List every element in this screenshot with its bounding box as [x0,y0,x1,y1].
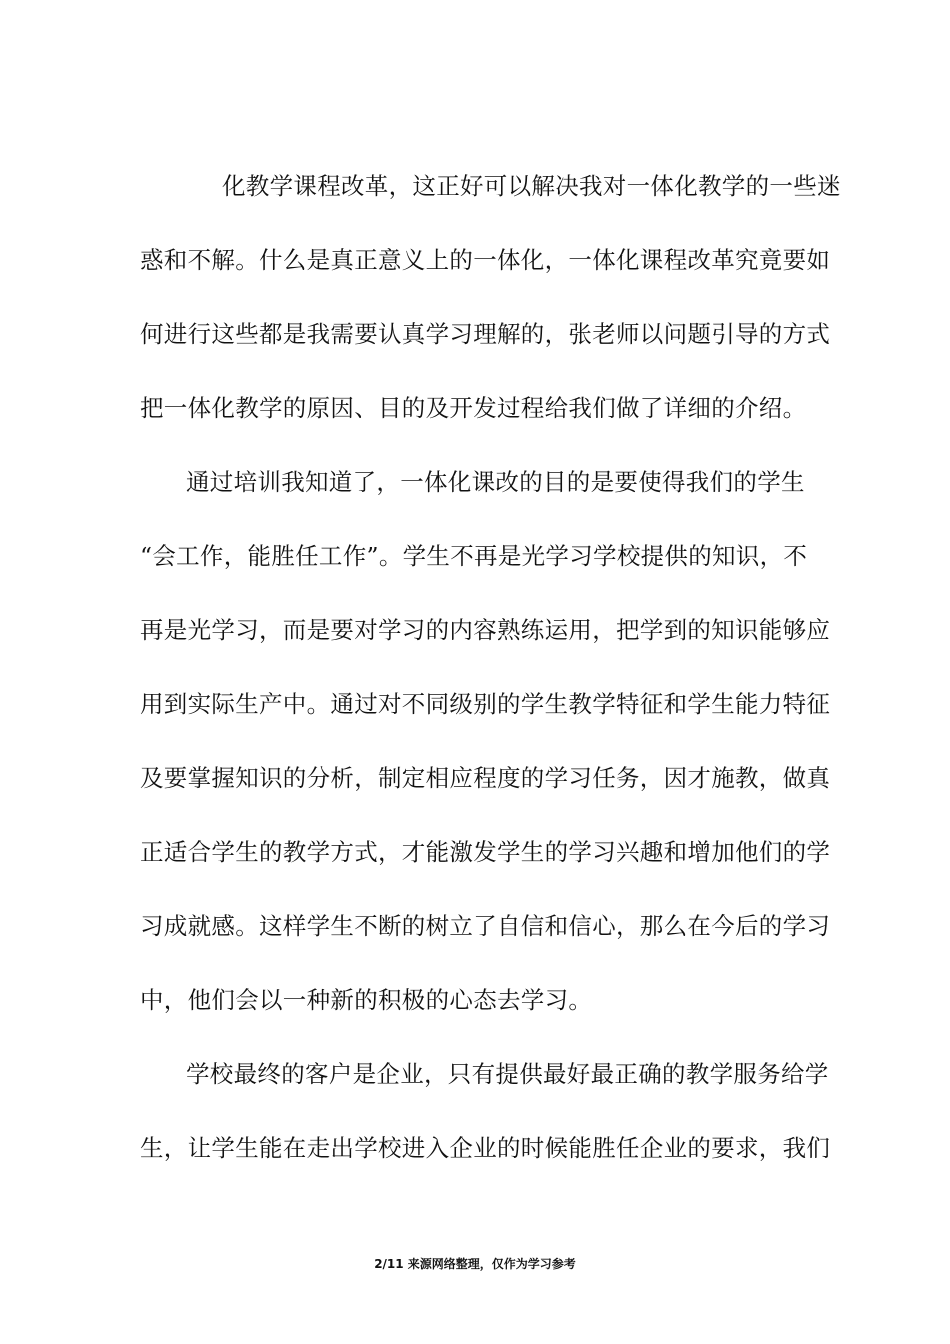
text-line-9: 及要掌握知识的分析，制定相应程度的学习任务，因才施教，做真 [140,764,831,792]
page-footer: 2/11 来源网络整理，仅作为学习参考 [374,1257,576,1271]
text-line-12: 中，他们会以一种新的积极的心态去学习。 [140,986,593,1014]
text-line-2: 惑和不解。什么是真正意义上的一体化，一体化课程改革究竟要如 [140,246,831,274]
text-line-14: 生，让学生能在走出学校进入企业的时候能胜任企业的要求，我们 [140,1134,831,1162]
text-line-13: 学校最终的客户是企业，只有提供最好最正确的教学服务给学 [186,1060,829,1088]
text-line-4: 把一体化教学的原因、目的及开发过程给我们做了详细的介绍。 [140,394,807,422]
text-line-5: 通过培训我知道了，一体化课改的目的是要使得我们的学生 [186,468,805,496]
text-line-3: 何进行这些都是我需要认真学习理解的，张老师以问题引导的方式 [140,320,831,348]
text-line-6: “会工作，能胜任工作”。学生不再是光学习学校提供的知识，不 [140,542,808,570]
text-line-8: 用到实际生产中。通过对不同级别的学生教学特征和学生能力特征 [140,690,831,718]
text-line-11: 习成就感。这样学生不断的树立了自信和信心，那么在今后的学习 [140,912,831,940]
text-line-7: 再是光学习，而是要对学习的内容熟练运用，把学到的知识能够应 [140,616,831,644]
text-line-10: 正适合学生的教学方式，才能激发学生的学习兴趣和增加他们的学 [140,838,831,866]
text-line-1: 化教学课程改革，这正好可以解决我对一体化教学的一些迷 [222,172,841,200]
